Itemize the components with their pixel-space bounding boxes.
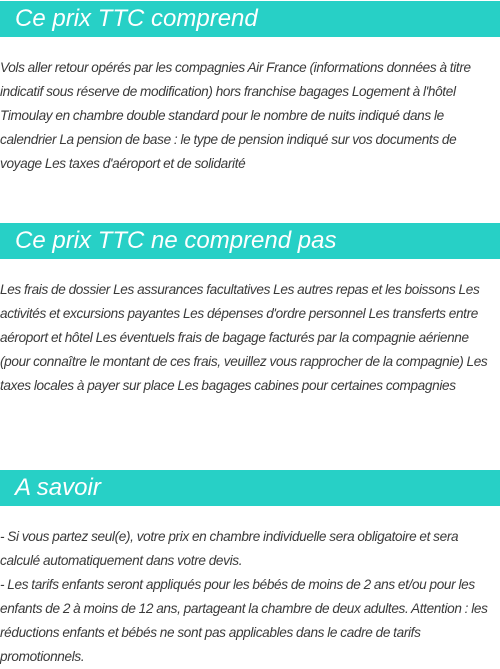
good-to-know-line-single-traveler: - Si vous partez seul(e), votre prix en chambre individuelle sera obligatoire et sera calculé automatiquement dans votre devis. — [0, 529, 459, 568]
section-title-includes: Ce prix TTC comprend — [0, 1, 500, 37]
good-to-know-line-child-rates: - Les tarifs enfants seront appliqués pour les bébés de moins de 2 ans et/ou pour les enfants de 2 à moins de 12 ans, partageant la chambre de deux adultes. Attention : les réductions enfants et bébés ne sont pas applicables dans le cadre de tarifs promotionnels. — [0, 577, 488, 664]
section-title-excludes: Ce prix TTC ne comprend pas — [0, 223, 500, 259]
excludes-text: Les frais de dossier Les assurances facultatives Les autres repas et les boissons Les activités et excursions payantes Les dépenses d'ordre personnel Les transferts entre aéroport et hôtel Les éventuels frais de bagage facturés par la compagnie aérienne (pour connaître le montant de ces frais, veuillez vous rapprocher de la compagnie) Les taxes locales à payer sur place Les bagages cabines pour certaines compagnies — [0, 282, 488, 393]
section-price-excludes — [0, 222, 500, 398]
good-to-know-text — [0, 525, 500, 669]
includes-text: Vols aller retour opérés par les compagnies Air France (informations données à titre indicatif sous réserve de modification) hors franchise bagages Logement à l'hôtel Timoulay en chambre double standard pour le nombre de nuits indiqué dans le calendrier La pension de base : le type de pension indiqué sur vos documents de voyage Les taxes d'aéroport et de solidarité — [0, 60, 471, 171]
section-title-good-to-know: A savoir — [0, 470, 500, 506]
section-good-to-know — [0, 469, 500, 669]
section-price-includes — [0, 0, 500, 176]
